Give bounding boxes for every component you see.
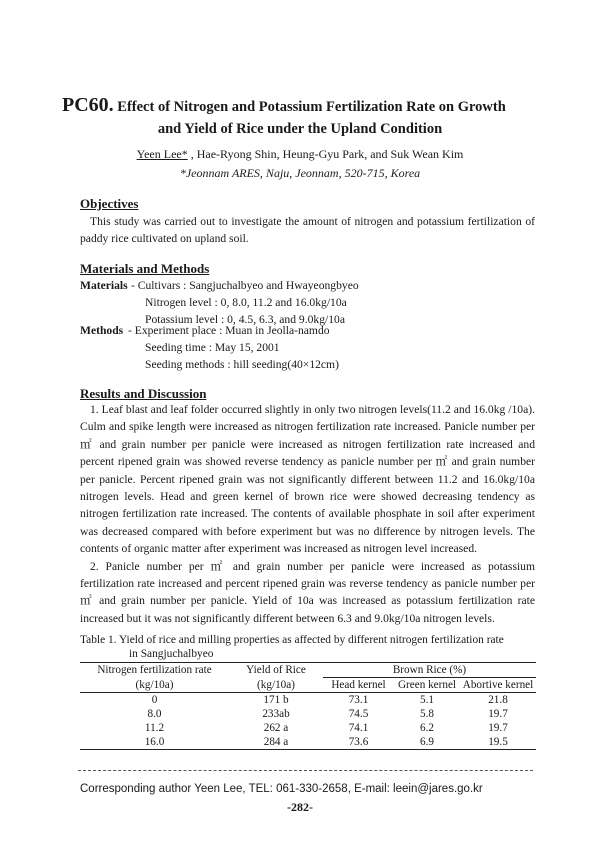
- cell-green: 6.9: [420, 736, 434, 748]
- materials-label: Materials: [80, 279, 128, 292]
- table-row: [80, 721, 536, 735]
- cell-head: 74.1: [348, 722, 369, 734]
- cell-yield: 284 a: [263, 736, 289, 748]
- cell-yield: 171 b: [263, 694, 289, 706]
- cell-head: 73.1: [348, 694, 369, 706]
- cell-green: 6.2: [420, 722, 434, 734]
- header-head-kernel: Head kernel: [331, 679, 386, 691]
- materials-methods-heading: Materials and Methods: [80, 261, 210, 276]
- footer-divider: [78, 770, 533, 771]
- page-number: -282-: [287, 800, 313, 814]
- table-row: [80, 693, 536, 708]
- cell-abortive: 19.7: [488, 722, 508, 734]
- header-yield-unit: (kg/10a): [257, 678, 295, 691]
- cell-yield: 262 a: [263, 722, 289, 734]
- cell-rate: 16.0: [144, 736, 165, 748]
- author-list: [0, 147, 600, 162]
- title-line-2: and Yield of Rice under the Upland Condition: [157, 121, 443, 137]
- corresponding-author: Corresponding author Yeen Lee, TEL: 061-330-2658, E-mail: leein@jares.go.kr: [80, 783, 483, 795]
- cell-green: 5.8: [420, 708, 434, 720]
- methods-label: Methods: [80, 324, 124, 337]
- objectives-text-block: [80, 213, 535, 248]
- objectives-text: This study was carried out to investigate the amount of nitrogen and potassium fertilization of paddy rice cultivated on upland soil.: [80, 215, 535, 246]
- cell-abortive: 19.5: [488, 736, 508, 748]
- table-subheader-row: [80, 678, 536, 693]
- results-heading: Results and Discussion: [80, 386, 207, 401]
- header-rate: Nitrogen fertilization rate: [97, 664, 212, 677]
- materials-line: Potassium level : 0, 4.5, 6.3, and 9.0kg/10a: [145, 313, 345, 326]
- results-text-block: [80, 401, 535, 627]
- materials-line: - Cultivars : Sangjuchalbyeo and Hwayeongbyeo: [131, 279, 359, 292]
- methods-line: Seeding time : May 15, 2001: [145, 341, 280, 354]
- materials-line: Nitrogen level : 0, 8.0, 11.2 and 16.0kg/10a: [145, 296, 347, 309]
- table-row: [80, 707, 536, 721]
- abstract-code: PC60.: [62, 94, 114, 116]
- yield-table-wrapper: [80, 662, 536, 750]
- methods-line: - Experiment place : Muan in Jeolla-namdo: [128, 324, 330, 337]
- header-abortive-kernel: Abortive kernel: [462, 679, 534, 691]
- cell-rate: 8.0: [147, 708, 162, 720]
- cell-green: 5.1: [420, 694, 434, 706]
- title-text-1: Effect of Nitrogen and Potassium Fertilization Rate on Growth: [117, 99, 506, 115]
- header-green-kernel: Green kernel: [397, 679, 457, 691]
- title-line-1: [62, 94, 506, 117]
- yield-table: [80, 662, 536, 750]
- cell-rate: 11.2: [144, 722, 165, 734]
- cell-head: 74.5: [348, 708, 369, 720]
- header-yield: Yield of Rice: [246, 664, 306, 677]
- affiliation: *Jeonnam ARES, Naju, Jeonnam, 520-715, Korea: [179, 166, 421, 180]
- header-brown-rice: Brown Rice (%): [323, 663, 536, 678]
- table-caption-line-2: in Sangjuchalbyeo: [129, 648, 214, 660]
- objectives-heading: Objectives: [80, 196, 139, 211]
- presenting-author: Yeen Lee*: [136, 147, 188, 161]
- co-authors: , Hae-Ryong Shin, Heung-Gyu Park, and Suk Wean Kim: [190, 147, 464, 161]
- cell-head: 73.6: [348, 736, 369, 748]
- cell-abortive: 21.8: [488, 694, 508, 706]
- results-paragraph-1: 1. Leaf blast and leaf folder occurred slightly in only two nitrogen levels(11.2 and 16.0kg /10a). Culm and spike length were increased as nitrogen fertilization rate increased. Panicle number per ㎡ and grain number per panicle were increased as nitrogen fertilization rate increased and percent ripened grain was showed reverse tendency as panicle number per ㎡ and grain number per panicle. Percent ripened grain was not significantly different between 11.2 and 16.0kg/10a nitrogen levels. Head and green kernel of brown rice were showed decreasing tendency as nitrogen fertilization rate increased. The contents of available phosphate in soil after experiment was decreased compared with before experiment but was no difference by nitrogen levels. The contents of organic matter after experiment was increased as nitrogen level increased.: [80, 403, 535, 556]
- table-caption-line-1: Table 1. Yield of rice and milling properties as affected by different nitrogen fertilization rate: [80, 634, 504, 646]
- table-header-row: [80, 663, 536, 678]
- cell-abortive: 19.7: [488, 708, 508, 720]
- cell-yield: 233ab: [262, 708, 290, 720]
- cell-rate: 0: [151, 694, 158, 706]
- methods-line: Seeding methods : hill seeding(40×12cm): [145, 358, 339, 371]
- results-paragraph-2: 2. Panicle number per ㎡ and grain number per panicle were increased as potassium fertilization rate increased and percent ripened grain was reverse tendency as panicle number per ㎡ and grain number per panicle. Yield of 10a was increased as potassium fertilization rate increased but it was not significantly different between 6.3 and 9.0kg/10a nitrogen levels.: [80, 559, 535, 625]
- table-row: [80, 735, 536, 750]
- header-rate-unit: (kg/10a): [135, 678, 174, 691]
